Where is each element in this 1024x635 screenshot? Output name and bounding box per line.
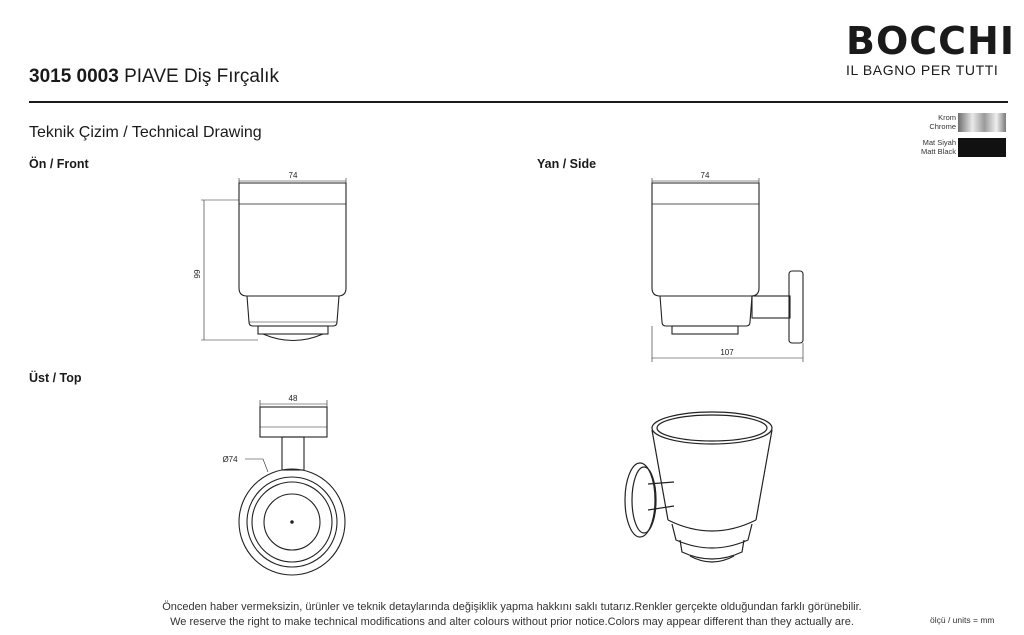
- dim-top-diameter: Ø74: [222, 455, 238, 464]
- footer-disclaimer-en: We reserve the right to make technical modifications and alter colours without prior notice.Colors may appear different than they actually are.: [170, 616, 854, 628]
- page-subtitle: Teknik Çizim / Technical Drawing: [29, 124, 262, 141]
- finish-chrome-label-tr: Krom: [938, 113, 956, 122]
- brand-tagline: IL BAGNO PER TUTTI: [846, 62, 999, 78]
- dim-front-height: 99: [193, 269, 202, 279]
- side-view-drawing: [652, 178, 803, 362]
- footer-disclaimer-tr: Önceden haber vermeksizin, ürünler ve teknik detaylarında değişiklik yapma hakkını saklı tutarız.Renkler gerçekte olduğundan farklı görünebilir.: [162, 601, 862, 613]
- units-note: ölçü / units = mm: [930, 615, 995, 625]
- top-view-label: Üst / Top: [29, 371, 82, 385]
- brand-logo: BOCCHI: [846, 19, 1015, 63]
- top-view-drawing: [239, 400, 345, 575]
- dim-front-width: 74: [288, 171, 298, 180]
- product-code: 3015 0003: [29, 66, 119, 87]
- front-view-label: Ön / Front: [29, 157, 89, 171]
- product-name: PIAVE Diş Fırçalık: [124, 66, 279, 87]
- finish-chrome-label-en: Chrome: [929, 122, 956, 131]
- finish-black-label-tr: Mat Siyah: [922, 138, 956, 147]
- dim-side-width: 74: [700, 171, 710, 180]
- dim-top-width: 48: [288, 394, 298, 403]
- finish-black-label-en: Matt Black: [920, 147, 956, 156]
- side-view-label: Yan / Side: [537, 157, 597, 171]
- perspective-drawing: [625, 412, 772, 562]
- dim-side-depth: 107: [720, 348, 734, 357]
- front-view-drawing: [201, 178, 346, 341]
